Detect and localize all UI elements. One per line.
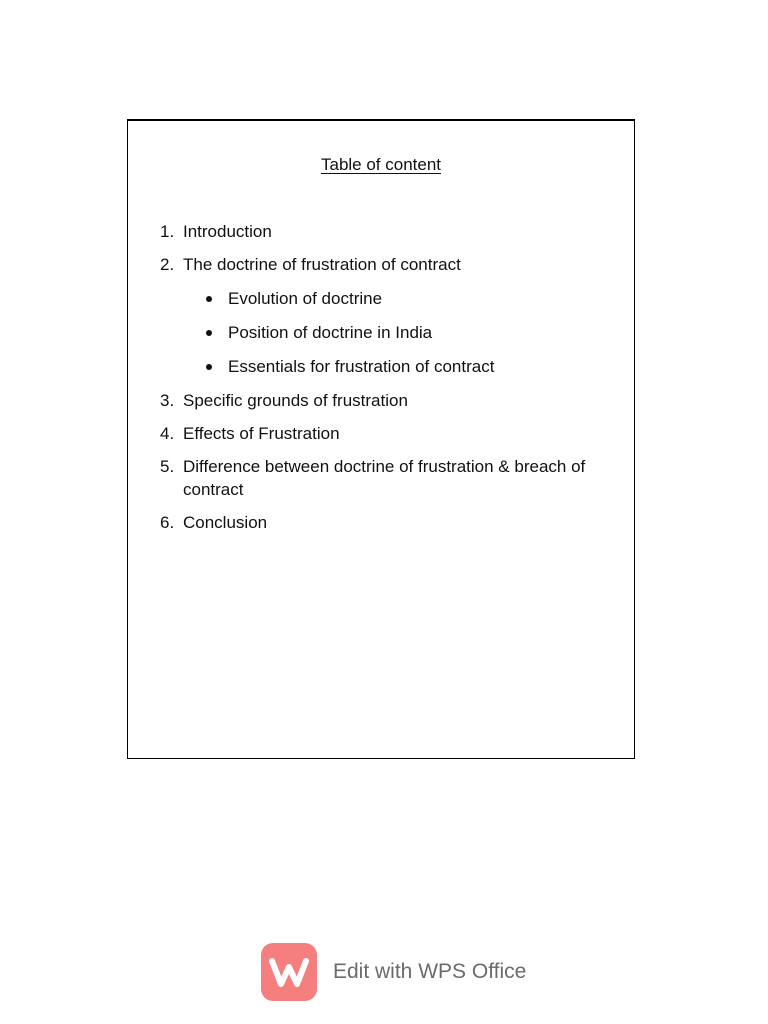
toc-item-label: Effects of Frustration	[183, 424, 340, 443]
bullet-icon	[206, 364, 212, 370]
bullet-icon	[206, 330, 212, 336]
toc-item-label: Conclusion	[183, 513, 268, 532]
toc-item	[160, 220, 620, 243]
page-title: Table of content	[320, 155, 442, 174]
toc-subitem-label: Evolution of doctrine	[228, 289, 383, 308]
toc-item-label: Specific grounds of frustration	[183, 391, 408, 410]
toc-item-number: 6.	[160, 513, 175, 532]
toc-subitem-label: Essentials for frustration of contract	[228, 357, 495, 376]
toc-subitem	[183, 287, 620, 310]
toc-sublist	[183, 287, 620, 378]
toc-subitem	[183, 355, 620, 378]
toc-list	[160, 220, 620, 544]
toc-item-label: Introduction	[183, 222, 272, 241]
wps-logo-icon[interactable]	[261, 943, 317, 1001]
edit-with-wps-button[interactable]	[261, 943, 526, 1001]
toc-item-number: 1.	[160, 222, 175, 241]
toc-item	[160, 422, 620, 445]
edit-with-wps-label[interactable]: Edit with WPS Office	[333, 960, 527, 983]
toc-item-number: 3.	[160, 391, 175, 410]
toc-subitem	[183, 321, 620, 344]
toc-item-label: Difference between doctrine of frustration & breach of contract	[183, 457, 586, 499]
toc-item-number: 4.	[160, 424, 175, 443]
bullet-icon	[206, 296, 212, 302]
toc-item	[160, 511, 620, 534]
toc-item	[160, 389, 620, 412]
toc-item	[160, 455, 620, 501]
toc-item-number: 2.	[160, 255, 175, 274]
toc-subitem-label: Position of doctrine in India	[228, 323, 433, 342]
toc-item-label: The doctrine of frustration of contract	[183, 255, 461, 274]
document-page	[127, 119, 635, 759]
toc-item-number: 5.	[160, 457, 175, 476]
toc-item	[160, 253, 620, 378]
